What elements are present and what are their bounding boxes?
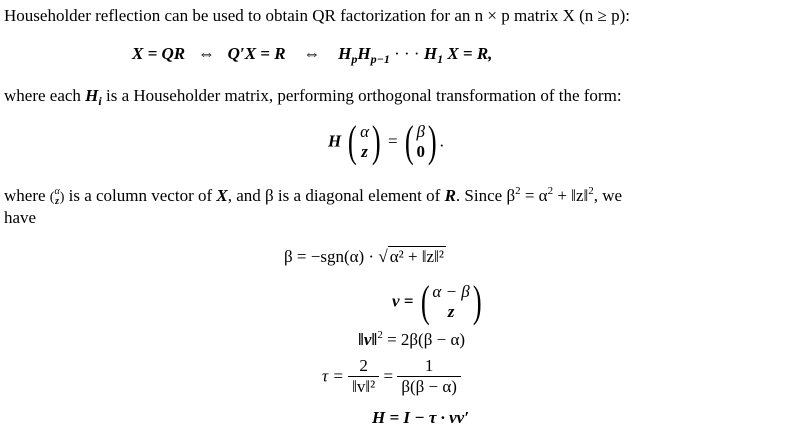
eq-hp-sub: p	[351, 52, 358, 66]
v-lhs: v =	[392, 291, 414, 311]
left-paren-2: (	[404, 117, 414, 166]
equation-v	[392, 276, 484, 327]
eq-hp: H	[338, 44, 352, 63]
eq-xqr: X = QR	[132, 44, 186, 63]
equation-h	[372, 408, 469, 428]
v-left-paren: (	[420, 277, 430, 326]
have-text: have	[4, 208, 37, 227]
tau-den-2: β(β − α)	[401, 377, 457, 396]
eq-hp1-sub: p−1	[370, 52, 390, 66]
desc-pre: where each	[4, 86, 86, 105]
l3-sq: 2	[515, 185, 521, 197]
beta-lhs: β = −sgn(α) ·	[284, 247, 375, 266]
tiny-z: z	[55, 196, 60, 208]
tau-den-1: ‖v‖²	[352, 377, 376, 396]
l3-x: X	[216, 186, 228, 205]
l3-mid2: , and β is a diagonal element of	[227, 186, 445, 205]
right-paren-2: )	[427, 117, 437, 166]
tau-equals: =	[383, 366, 394, 386]
desc-sub: i	[98, 94, 102, 108]
tiny-alpha: α	[54, 186, 60, 198]
tau-lhs: τ =	[322, 366, 344, 386]
left-paren: (	[348, 117, 358, 166]
v-bot: z	[447, 301, 455, 321]
norm-rhs: = 2β(β − α)	[387, 330, 466, 349]
iff-symbol-1: ⇔	[197, 44, 215, 63]
tau-num-1: 2	[348, 356, 379, 377]
eq-qx: Q′X = R	[227, 44, 286, 63]
l3-mid5: + ‖z‖	[553, 186, 589, 205]
tau-num-2: 1	[397, 356, 461, 377]
vec-z: z	[361, 141, 368, 161]
vec-zero: 0	[416, 141, 425, 161]
equation-householder-map	[328, 116, 444, 167]
tau-frac-1	[348, 356, 379, 397]
desc-post: is a Householder matrix, performing orthogonal transformation of the form:	[101, 86, 622, 105]
desc-sym: H	[85, 86, 99, 105]
equation-norm	[358, 330, 465, 350]
column-vector-description: where (α z) is a column vector of X, and β is a diagonal element of R. Since $\beta^2 = \alpha^2$ + ‖z‖$^2$, we	[4, 185, 623, 208]
equation-qr	[132, 44, 492, 64]
l3-sq3: 2	[588, 185, 594, 197]
l3-mid6: , we	[593, 186, 623, 205]
eq-xr: X = R,	[447, 44, 493, 63]
eq-h1: H	[423, 44, 438, 63]
vec-beta: β	[416, 121, 425, 141]
tau-frac-2	[397, 356, 461, 397]
sqrt-sign: √	[378, 247, 388, 266]
h-line: H = I − τ · vv′	[372, 408, 469, 427]
beta-root: α² + ‖z‖²	[389, 247, 444, 266]
l3-sq2: 2	[547, 185, 554, 197]
vec-alpha-z	[360, 122, 369, 162]
eq2-period: .	[439, 131, 444, 151]
iff-symbol-2: ⇔	[303, 44, 321, 63]
v-vector	[432, 282, 469, 322]
vec-beta-0	[416, 122, 425, 162]
eq2-equals: =	[387, 131, 398, 151]
l3-mid3: . Since β	[455, 186, 516, 205]
l3-pre: where	[4, 186, 50, 205]
eq-hp1: H	[357, 44, 371, 63]
l3-mid4: = α	[520, 186, 548, 205]
equation-tau	[322, 356, 461, 397]
eq2-h: H	[328, 131, 342, 151]
l3-r: R	[444, 186, 456, 205]
right-paren: )	[372, 117, 381, 166]
l3-mid1: is a column vector of	[64, 186, 217, 205]
v-right-paren: )	[472, 277, 482, 326]
v-top: α − β	[432, 281, 470, 301]
householder-description	[4, 86, 622, 106]
intro-text: Householder reflection can be used to obtain QR factorization for an n × p matrix X (n ≥ p):	[4, 6, 631, 25]
eq-dots: · · ·	[394, 44, 420, 63]
equation-beta	[284, 246, 446, 267]
norm-lhs: ‖v‖	[358, 330, 378, 349]
eq-h1-sub: 1	[437, 52, 444, 66]
vec-alpha: α	[360, 121, 370, 141]
norm-sq: 2	[377, 329, 383, 341]
